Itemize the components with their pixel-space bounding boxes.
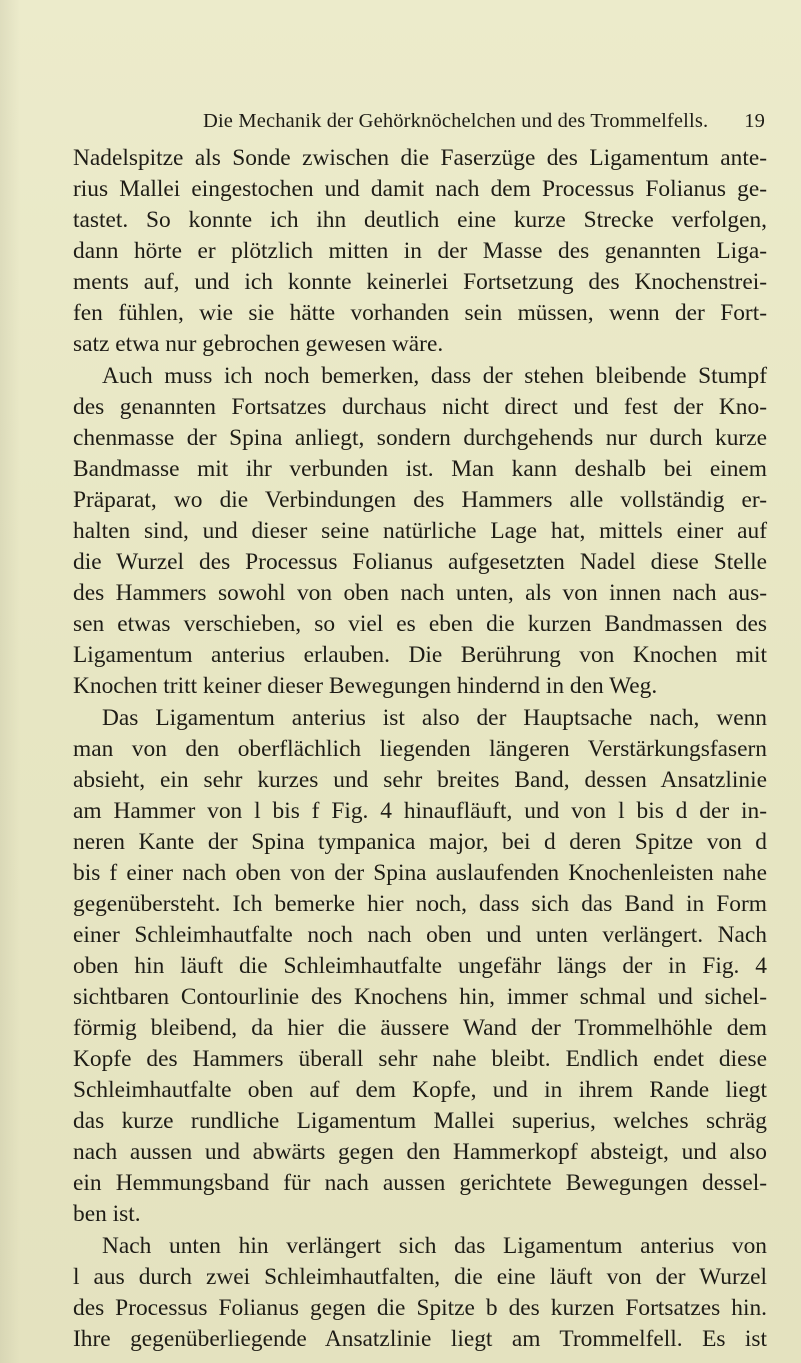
text-line: halten sind, und dieser seine natürliche Lage hat, mittels einer auf	[73, 518, 767, 544]
text-line: des genannten Fortsatzes durchaus nicht direct und fest der Kno-	[73, 394, 767, 420]
text-line: ein Hemmungsband für nach aussen gerichtete Bewegungen dessel-	[73, 1170, 767, 1196]
text-line: Das Ligamentum anterius ist also der Hauptsache nach, wenn	[102, 705, 767, 731]
text-line: ments auf, und ich konnte keinerlei Fortsetzung des Knochenstrei-	[73, 269, 767, 295]
text-line: nach aussen und abwärts gegen den Hammerkopf absteigt, und also	[73, 1139, 767, 1165]
page-number: 19	[744, 110, 765, 132]
text-line: die Wurzel des Processus Folianus aufgesetzten Nadel diese Stelle	[73, 549, 767, 575]
running-title: Die Mechanik der Gehörknöchelchen und des Trommelfells.	[203, 110, 709, 132]
text-line: einer Schleimhautfalte noch nach oben und unten verlängert. Nach	[73, 922, 767, 948]
text-line: rius Mallei eingestochen und damit nach dem Processus Folianus ge-	[73, 176, 767, 202]
text-line: oben hin läuft die Schleimhautfalte ungefähr längs der in Fig. 4	[73, 953, 767, 979]
text-line: satz etwa nur gebrochen gewesen wäre.	[73, 331, 444, 357]
text-line: Schleimhautfalte oben auf dem Kopfe, und in ihrem Rande liegt	[73, 1077, 767, 1103]
text-line: des Processus Folianus gegen die Spitze b des kurzen Fortsatzes hin.	[73, 1295, 767, 1321]
text-line: Bandmasse mit ihr verbunden ist. Man kann deshalb bei einem	[73, 456, 767, 482]
text-line: Ligamentum anterius erlauben. Die Berührung von Knochen mit	[73, 642, 767, 668]
text-line: Knochen tritt keiner dieser Bewegungen hindernd in den Weg.	[73, 673, 658, 699]
text-line: Kopfe des Hammers überall sehr nahe bleibt. Endlich endet diese	[73, 1046, 767, 1072]
text-line: des Hammers sowohl von oben nach unten, als von innen nach aus-	[73, 580, 767, 606]
text-line: das kurze rundliche Ligamentum Mallei superius, welches schräg	[73, 1108, 767, 1134]
text-line: ben ist.	[73, 1201, 141, 1227]
text-line: man von den oberflächlich liegenden längeren Verstärkungsfasern	[73, 736, 767, 762]
text-line: dann hörte er plötzlich mitten in der Masse des genannten Liga-	[73, 238, 767, 264]
text-line: Nach unten hin verlängert sich das Ligamentum anterius von	[102, 1233, 767, 1259]
text-line: Ihre gegenüberliegende Ansatzlinie liegt am Trommelfell. Es ist	[73, 1326, 767, 1352]
text-line: sen etwas verschieben, so viel es eben die kurzen Bandmassen des	[73, 611, 767, 637]
text-line: am Hammer von l bis f Fig. 4 hinaufläuft, und von l bis d der in-	[73, 798, 767, 824]
text-line: fen fühlen, wie sie hätte vorhanden sein müssen, wenn der Fort-	[73, 300, 767, 326]
text-line: l aus durch zwei Schleimhautfalten, die eine läuft von der Wurzel	[73, 1264, 767, 1290]
running-header	[73, 106, 767, 140]
text-line: chenmasse der Spina anliegt, sondern durchgehends nur durch kurze	[73, 425, 767, 451]
text-line: neren Kante der Spina tympanica major, bei d deren Spitze von d	[73, 829, 767, 855]
page-edge-shadow	[0, 0, 20, 1363]
text-line: Auch muss ich noch bemerken, dass der stehen bleibende Stumpf	[102, 363, 767, 389]
text-line: bis f einer nach oben von der Spina auslaufenden Knochenleisten nahe	[73, 860, 767, 886]
text-line: tastet. So konnte ich ihn deutlich eine kurze Strecke verfolgen,	[73, 207, 767, 233]
text-line: Nadelspitze als Sonde zwischen die Faserzüge des Ligamentum ante-	[73, 145, 767, 171]
text-line: sichtbaren Contourlinie des Knochens hin, immer schmal und sichel-	[73, 984, 767, 1010]
text-line: Präparat, wo die Verbindungen des Hammers alle vollständig er-	[73, 487, 767, 513]
text-line: absieht, ein sehr kurzes und sehr breites Band, dessen Ansatzlinie	[73, 767, 767, 793]
text-line: gegenübersteht. Ich bemerke hier noch, dass sich das Band in Form	[73, 891, 767, 917]
text-line: förmig bleibend, da hier die äussere Wand der Trommelhöhle dem	[73, 1015, 767, 1041]
